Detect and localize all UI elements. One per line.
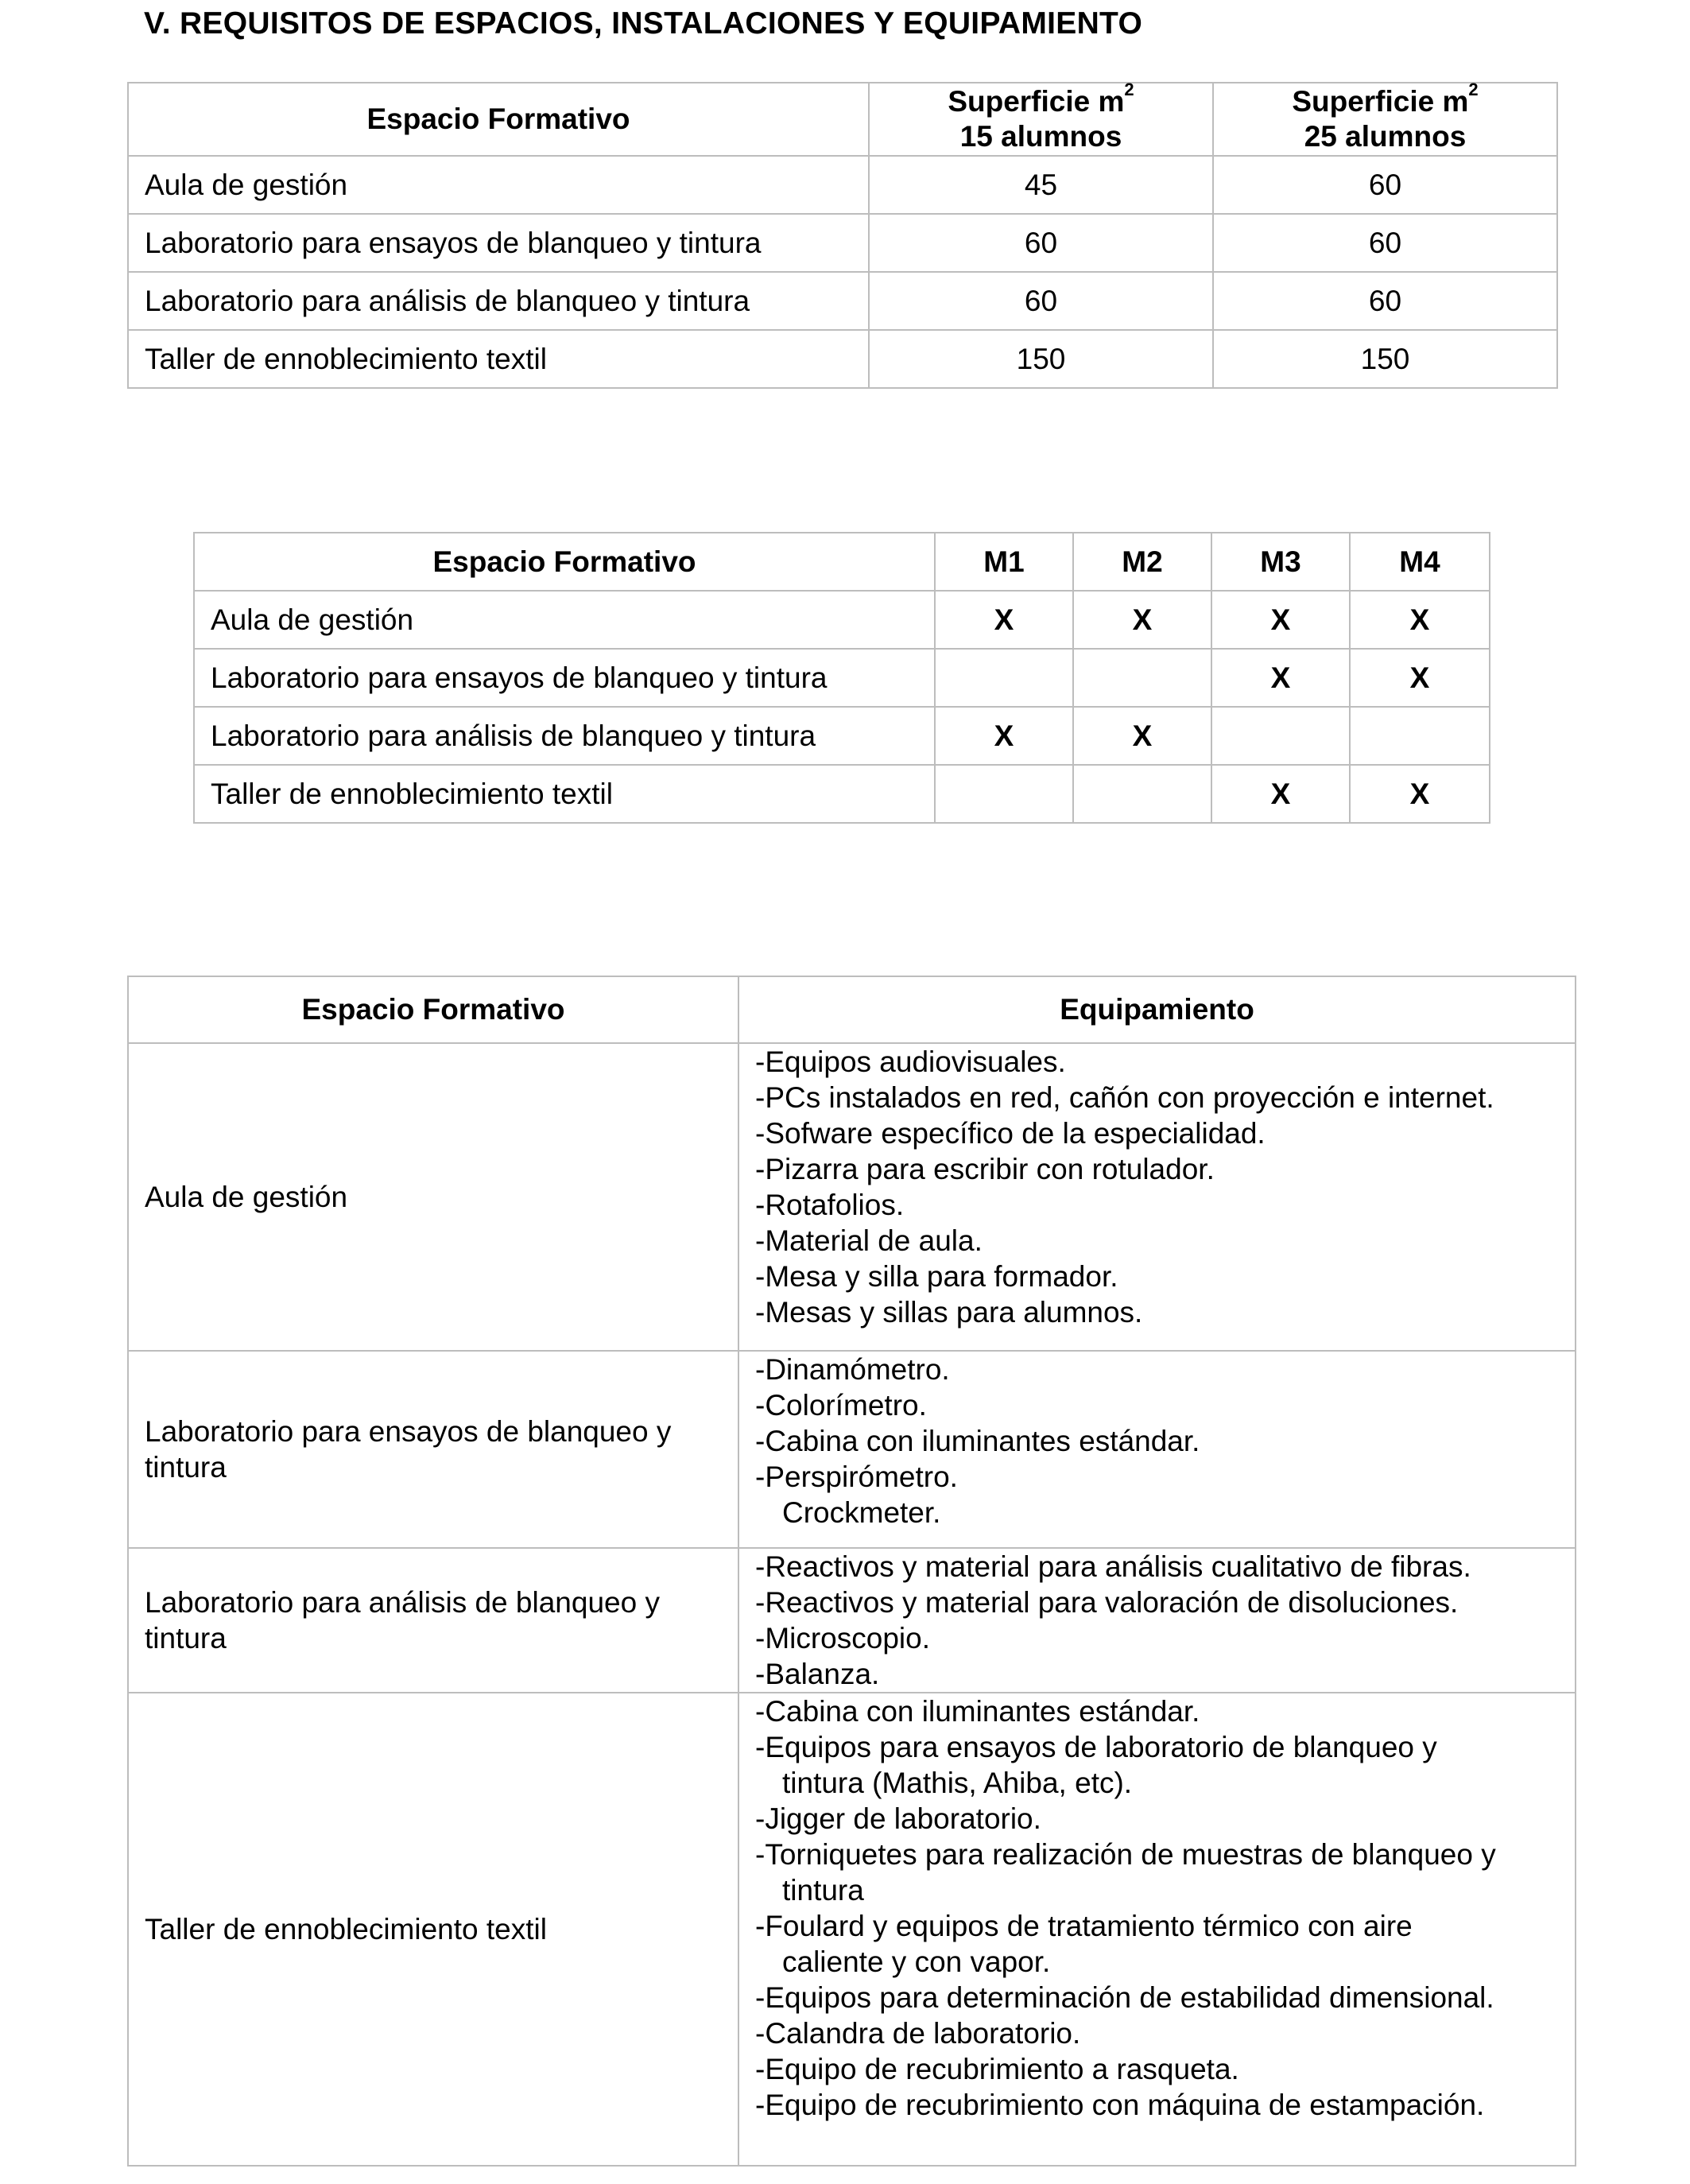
table-row [128, 156, 1557, 214]
equipment-item: tintura [782, 1874, 864, 1907]
equipment-item: -Equipo de recubrimiento a rasqueta. [755, 2053, 1239, 2085]
space-name: Aula de gestión [128, 1043, 738, 1351]
equipment-item: -Colorímetro. [755, 1389, 927, 1422]
equipment-item: -PCs instalados en red, cañón con proyección e internet. [755, 1081, 1494, 1114]
equipment-table [127, 976, 1576, 2167]
table-header-row [128, 976, 1576, 1043]
equipment-item: -Microscopio. [755, 1622, 930, 1654]
equipment-list [738, 1043, 1576, 1351]
equipment-list [738, 1351, 1576, 1548]
table-row [128, 214, 1557, 272]
module-mark: X [1073, 707, 1211, 765]
equipment-item: -Equipos para determinación de estabilidad dimensional. [755, 1981, 1494, 2014]
table-row [194, 765, 1490, 823]
superscript: 2 [1124, 80, 1134, 99]
header-espacio: Espacio Formativo [128, 83, 869, 156]
equipment-item: -Mesas y sillas para alumnos. [755, 1296, 1143, 1329]
space-name: Laboratorio para ensayos de blanqueo y tintura [128, 1351, 738, 1548]
table-header-row [194, 533, 1490, 591]
equipment-item: -Mesa y silla para formador. [755, 1260, 1118, 1293]
module-mark [935, 649, 1073, 707]
equipment-item: -Balanza. [755, 1658, 880, 1690]
space-name: Taller de ennoblecimiento textil [128, 330, 869, 388]
module-mark [1073, 765, 1211, 823]
header-superficie-label: Superficie m [948, 85, 1125, 118]
space-name: Taller de ennoblecimiento textil [128, 1693, 738, 2166]
equipment-item: -Foulard y equipos de tratamiento térmico con aire [755, 1910, 1413, 1942]
module-mark [1073, 649, 1211, 707]
module-mark: X [1211, 591, 1350, 649]
surface-15-value: 45 [869, 156, 1213, 214]
equipment-item: -Calandra de laboratorio. [755, 2017, 1081, 2050]
table-row [128, 272, 1557, 330]
equipment-item: -Rotafolios. [755, 1189, 905, 1221]
module-mark [935, 765, 1073, 823]
space-name: Laboratorio para análisis de blanqueo y tintura [128, 1548, 738, 1693]
table-row [128, 1693, 1576, 2166]
module-mark: X [1211, 649, 1350, 707]
equipment-item: -Equipos audiovisuales. [755, 1045, 1066, 1078]
table-row [128, 330, 1557, 388]
equipment-item: -Jigger de laboratorio. [755, 1802, 1041, 1835]
equipment-list [738, 1693, 1576, 2166]
equipment-item: caliente y con vapor. [782, 1945, 1051, 1978]
space-name: Aula de gestión [128, 156, 869, 214]
header-superficie-label: Superficie m [1292, 85, 1469, 118]
header-module-m2: M2 [1073, 533, 1211, 591]
equipment-item: -Cabina con iluminantes estándar. [755, 1425, 1200, 1457]
header-module-m1: M1 [935, 533, 1073, 591]
module-table [193, 532, 1490, 824]
section-title: V. REQUISITOS DE ESPACIOS, INSTALACIONES Y EQUIPAMIENTO [144, 6, 1143, 41]
header-equipamiento: Equipamiento [738, 976, 1576, 1043]
surface-15-value: 150 [869, 330, 1213, 388]
table-row [194, 591, 1490, 649]
equipment-item: -Cabina con iluminantes estándar. [755, 1695, 1200, 1728]
module-mark: X [1211, 765, 1350, 823]
header-alumnos-label: 15 alumnos [959, 120, 1122, 153]
module-mark: X [1350, 649, 1490, 707]
header-espacio: Espacio Formativo [128, 976, 738, 1043]
space-name: Laboratorio para ensayos de blanqueo y tintura [128, 214, 869, 272]
table-header-row [128, 83, 1557, 156]
table-row [128, 1548, 1576, 1693]
table-row [194, 649, 1490, 707]
surface-25-value: 60 [1213, 214, 1557, 272]
module-mark: X [1073, 591, 1211, 649]
equipment-item: -Equipos para ensayos de laboratorio de blanqueo y [755, 1731, 1437, 1763]
superscript: 2 [1468, 80, 1479, 99]
surface-25-value: 150 [1213, 330, 1557, 388]
space-name: Taller de ennoblecimiento textil [194, 765, 935, 823]
equipment-item: -Pizarra para escribir con rotulador. [755, 1153, 1215, 1185]
surface-15-value: 60 [869, 272, 1213, 330]
space-name: Laboratorio para análisis de blanqueo y tintura [194, 707, 935, 765]
equipment-list [738, 1548, 1576, 1693]
header-alumnos-label: 25 alumnos [1304, 120, 1467, 153]
header-superficie-25 [1213, 80, 1557, 156]
equipment-item: -Reactivos y material para valoración de disoluciones. [755, 1586, 1459, 1619]
space-name: Laboratorio para análisis de blanqueo y tintura [128, 272, 869, 330]
header-module-m4: M4 [1350, 533, 1490, 591]
equipment-item: tintura (Mathis, Ahiba, etc). [782, 1767, 1133, 1799]
equipment-item: -Material de aula. [755, 1224, 983, 1257]
module-mark: X [935, 591, 1073, 649]
surface-25-value: 60 [1213, 272, 1557, 330]
equipment-item: -Dinamómetro. [755, 1353, 950, 1386]
equipment-item: -Perspirómetro. [755, 1461, 958, 1493]
surface-15-value: 60 [869, 214, 1213, 272]
header-superficie-15 [869, 80, 1213, 156]
equipment-item: -Reactivos y material para análisis cualitativo de fibras. [755, 1550, 1471, 1583]
surface-table [127, 82, 1558, 389]
space-name: Aula de gestión [194, 591, 935, 649]
equipment-item: Crockmeter. [782, 1496, 941, 1529]
module-mark [1211, 707, 1350, 765]
header-espacio: Espacio Formativo [194, 533, 935, 591]
module-mark [1350, 707, 1490, 765]
header-module-m3: M3 [1211, 533, 1350, 591]
space-name: Laboratorio para ensayos de blanqueo y tintura [194, 649, 935, 707]
module-mark: X [1350, 591, 1490, 649]
table-row [128, 1351, 1576, 1548]
equipment-item: -Equipo de recubrimiento con máquina de estampación. [755, 2089, 1485, 2121]
equipment-item: -Sofware específico de la especialidad. [755, 1117, 1266, 1150]
surface-25-value: 60 [1213, 156, 1557, 214]
equipment-item: -Torniquetes para realización de muestras de blanqueo y [755, 1838, 1496, 1871]
table-row [128, 1043, 1576, 1351]
module-mark: X [935, 707, 1073, 765]
table-row [194, 707, 1490, 765]
module-mark: X [1350, 765, 1490, 823]
